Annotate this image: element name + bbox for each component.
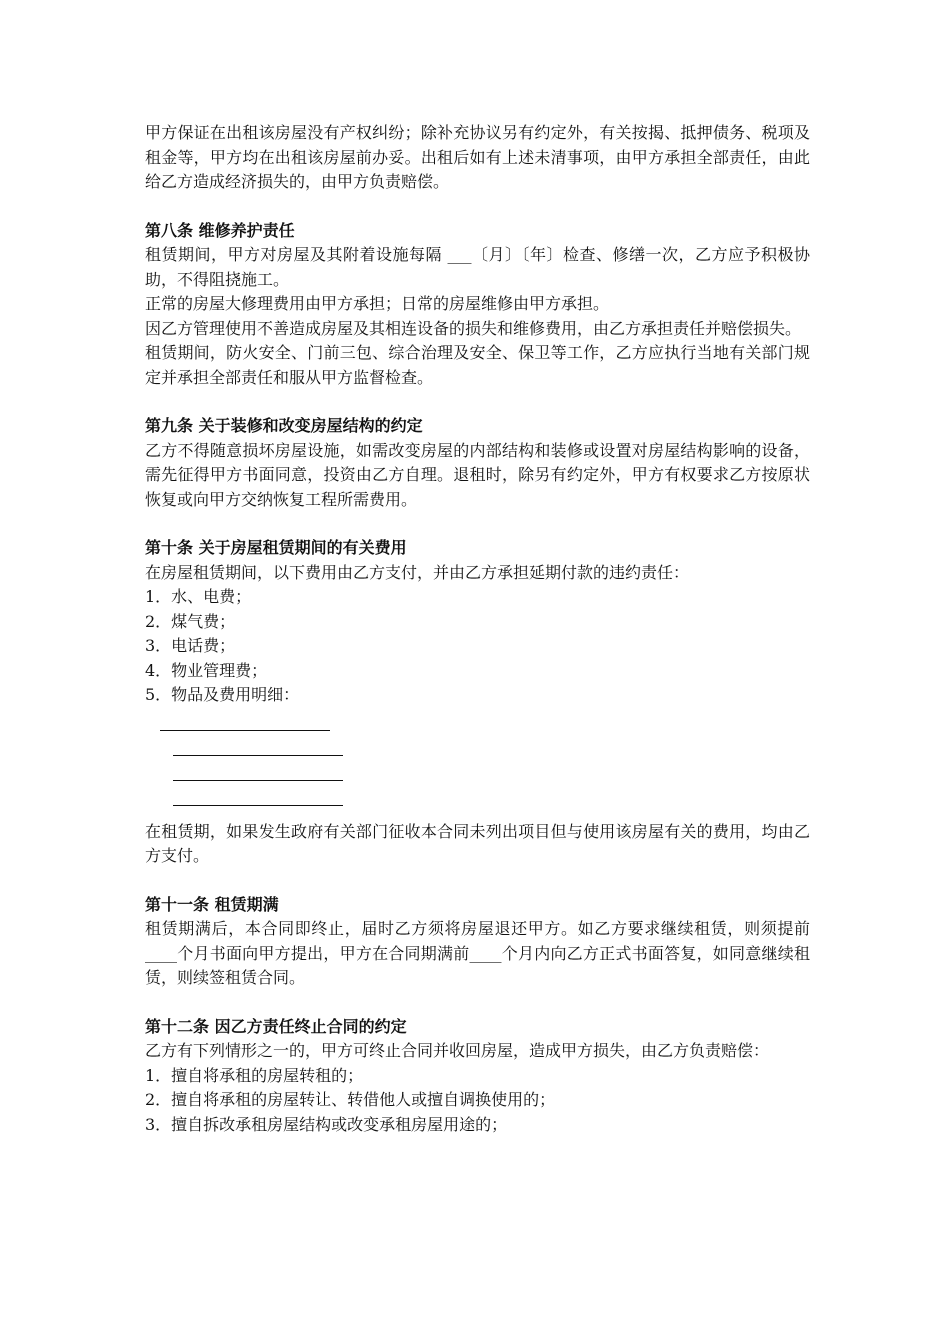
document-page (145, 121, 810, 1137)
paragraph: 在房屋租赁期间，以下费用由乙方支付，并由乙方承担延期付款的违约责任： (145, 562, 690, 582)
fill-in-line (173, 755, 343, 756)
list-item: 3．电话费； (145, 636, 236, 655)
fill-in-lines (145, 708, 810, 820)
paragraph: 因乙方管理使用不善造成房屋及其相连设备的损失和维修费用，由乙方承担责任并赔偿损失。 (145, 318, 802, 338)
section-heading: 第八条 维修养护责任 (145, 220, 295, 240)
fill-in-line (173, 780, 343, 781)
list-item: 4．物业管理费； (145, 660, 268, 680)
paragraph: 乙方有下列情形之一的，甲方可终止合同并收回房屋，造成甲方损失，由乙方负责赔偿： (145, 1041, 770, 1060)
list-item: 1．水、电费； (145, 587, 252, 606)
paragraph: 租赁期满后，本合同即终止，届时乙方须将房屋退还甲方。如乙方要求继续租赁，则须提前____个月书面向甲方提出，甲方在合同期满前____个月内向乙方正式书面答复，如同意继续租赁，则续签租赁合同。 (145, 919, 810, 987)
fill-in-line (160, 730, 330, 731)
paragraph: 在租赁期，如果发生政府有关部门征收本合同未列出项目但与使用该房屋有关的费用，均由乙方支付。 (145, 821, 810, 865)
paragraph: 租赁期间，甲方对房屋及其附着设施每隔 ___〔月〕〔年〕检查、修缮一次，乙方应予积极协助，不得阻挠施工。 (145, 245, 810, 289)
paragraph: 乙方不得随意损坏房屋设施，如需改变房屋的内部结构和装修或设置对房屋结构影响的设备，需先征得甲方书面同意，投资由乙方自理。退租时，除另有约定外，甲方有权要求乙方按原状恢复或向甲方交纳恢复工程所需费用。 (145, 440, 810, 509)
list-item: 5．物品及费用明细： (145, 685, 300, 704)
list-item: 2．煤气费； (145, 611, 236, 631)
paragraph: 甲方保证在出租该房屋没有产权纠纷；除补充协议另有约定外，有关按揭、抵押债务、税项及租金等，甲方均在出租该房屋前办妥。出租后如有上述未清事项，由甲方承担全部责任，由此给乙方造成经济损失的，由甲方负责赔偿。 (145, 123, 810, 191)
list-item: 2．擅自将承租的房屋转让、转借他人或擅自调换使用的； (145, 1090, 556, 1109)
paragraph: 正常的房屋大修理费用由甲方承担；日常的房屋维修由甲方承担。 (145, 294, 610, 313)
section-heading: 第十一条 租赁期满 (145, 894, 279, 914)
section-heading: 第九条 关于装修和改变房屋结构的约定 (145, 416, 423, 435)
paragraph: 租赁期间，防火安全、门前三包、综合治理及安全、保卫等工作，乙方应执行当地有关部门规定并承担全部责任和服从甲方监督检查。 (145, 343, 810, 387)
fill-in-line (173, 805, 343, 806)
section-heading: 第十条 关于房屋租赁期间的有关费用 (145, 538, 407, 557)
list-item: 3．擅自拆改承租房屋结构或改变承租房屋用途的； (145, 1114, 508, 1134)
section-heading: 第十二条 因乙方责任终止合同的约定 (145, 1016, 407, 1036)
list-item: 1．擅自将承租的房屋转租的； (145, 1065, 364, 1085)
